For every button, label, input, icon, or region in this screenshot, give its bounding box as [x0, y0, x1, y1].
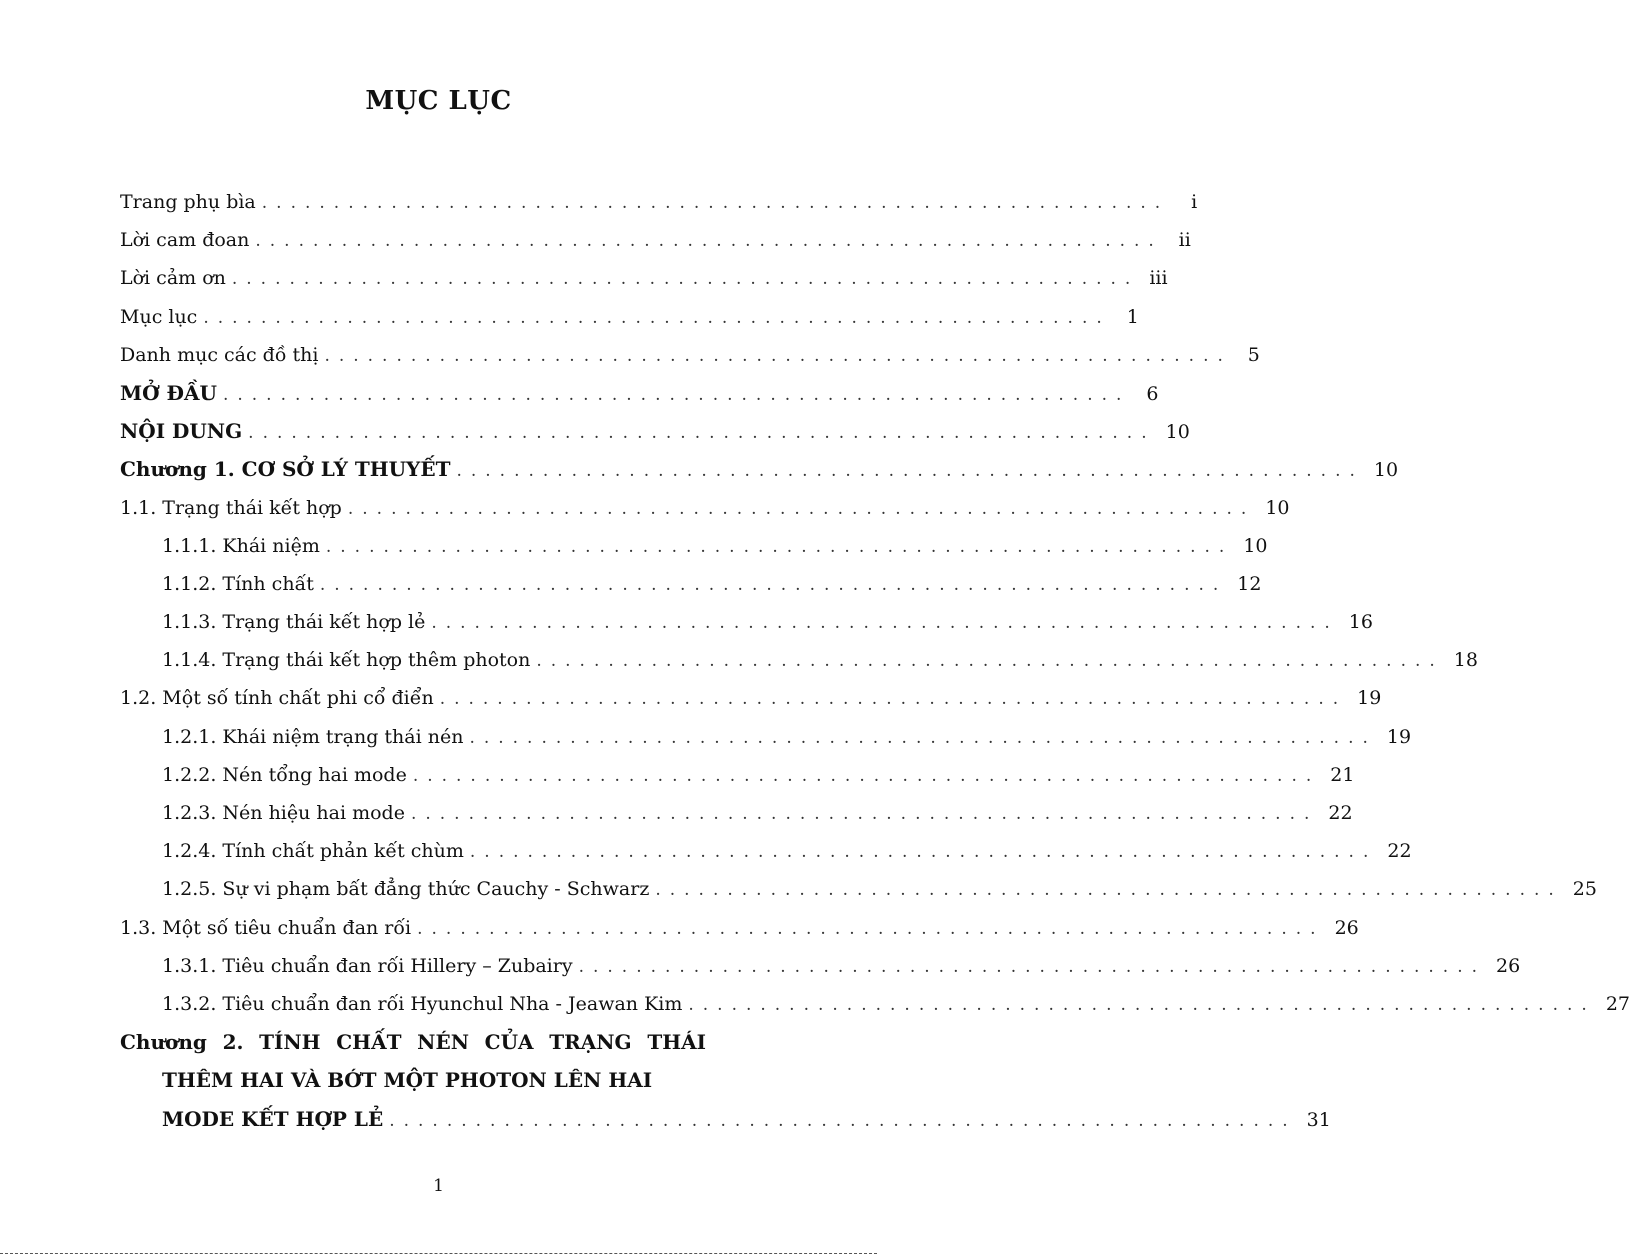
toc-entry-title: NỘI DUNG — [120, 419, 243, 444]
toc-entry-title: Mục lục — [120, 305, 198, 328]
toc-entry-title: 1.2.4. Tính chất phản kết chùm — [162, 840, 464, 863]
dot-leader: ............................................................... — [389, 1110, 1297, 1131]
toc-entry-title: 1.3.1. Tiêu chuẩn đan rối Hillery – Zubairy — [162, 954, 573, 977]
toc-entry[interactable] — [120, 756, 1355, 794]
toc-entry[interactable] — [120, 909, 1359, 947]
toc-entry-title: Danh mục các đồ thị — [120, 343, 319, 366]
toc-entry-page: 22 — [1328, 802, 1353, 824]
dot-leader: ............................................................... — [248, 423, 1156, 444]
dot-leader: ............................................................... — [261, 193, 1170, 213]
toc-entry-title: 1.2.3. Nén hiệu hai mode — [162, 802, 405, 824]
dot-leader: ............................................................... — [439, 689, 1348, 710]
toc-entry-title: 1.1.3. Trạng thái kết hợp lẻ — [162, 611, 426, 634]
toc-entry-page: 19 — [1357, 687, 1382, 710]
toc-entry-title: 1.1.2. Tính chất — [162, 572, 314, 595]
toc-entry-intro[interactable] — [120, 374, 1159, 412]
toc-entry-title: 1.2. Một số tính chất phi cổ điển — [120, 687, 434, 710]
toc-entry-chapter-1[interactable] — [120, 450, 1399, 488]
toc-entry-page: 19 — [1386, 725, 1412, 748]
toc-entry-title: Lời cam đoan — [120, 229, 250, 252]
dot-leader: ............................................................... — [688, 994, 1596, 1015]
toc-entry-page: i — [1191, 191, 1198, 213]
toc-entry-page: 10 — [1243, 534, 1268, 557]
toc-entry[interactable] — [120, 221, 1191, 259]
dot-leader: ............................................................... — [203, 307, 1111, 328]
toc-entry-title: 1.2.1. Khái niệm trạng thái nén — [162, 725, 464, 748]
toc-entry-page: 26 — [1334, 916, 1359, 939]
toc-entry-page: 12 — [1237, 572, 1262, 595]
toc-entry[interactable] — [120, 336, 1260, 374]
toc-entry[interactable] — [120, 870, 1597, 908]
dot-leader: ............................................................... — [469, 842, 1378, 863]
toc-entry[interactable] — [120, 489, 1290, 527]
toc-entry[interactable] — [120, 641, 1478, 679]
bottom-divider — [0, 1253, 877, 1254]
toc-entry-page: ii — [1178, 229, 1191, 252]
toc-entry[interactable] — [120, 527, 1268, 565]
toc-entry[interactable] — [120, 794, 1353, 832]
toc-entry[interactable] — [120, 832, 1412, 870]
toc-entry-page: 22 — [1387, 840, 1412, 863]
toc-entry-title: 1.3.2. Tiêu chuẩn đan rối Hyunchul Nha - Jeawan Kim — [162, 992, 683, 1015]
toc-entry[interactable] — [120, 985, 1630, 1023]
toc-entry[interactable] — [120, 565, 1262, 603]
toc-entry-page: 10 — [1373, 459, 1399, 482]
toc-entry-title: MỞ ĐẦU — [120, 380, 217, 405]
dot-leader: ............................................................... — [231, 269, 1140, 290]
dot-leader: ............................................................... — [319, 574, 1228, 595]
dot-leader: ............................................................... — [412, 765, 1321, 786]
page-title: MỤC LỤC — [365, 86, 512, 116]
toc-entry-page: 18 — [1453, 649, 1478, 672]
dot-leader: ............................................................... — [431, 613, 1339, 634]
dot-leader: ............................................................... — [325, 536, 1234, 557]
toc-entry[interactable] — [120, 947, 1521, 985]
dot-leader: ............................................................... — [255, 231, 1163, 252]
dot-leader: ............................................................... — [578, 956, 1487, 977]
toc-entry[interactable] — [120, 679, 1382, 717]
toc-entry-page: 10 — [1165, 421, 1190, 444]
dot-leader: ............................................................... — [655, 880, 1563, 901]
toc-entry[interactable] — [120, 603, 1373, 641]
toc-entry-page: 27 — [1605, 992, 1630, 1015]
toc-entry-title: Chương 1. CƠ SỞ LÝ THUYẾT — [120, 457, 451, 482]
table-of-contents — [120, 183, 1630, 1138]
toc-entry-title: 1.1. Trạng thái kết hợp — [120, 496, 342, 519]
chapter-2-title-line-2: THÊM HAI VÀ BỚT MỘT PHOTON LÊN HAI — [162, 1068, 653, 1093]
toc-entry-page: 21 — [1330, 763, 1355, 786]
toc-entry-title: 1.2.2. Nén tổng hai mode — [162, 763, 407, 786]
chapter-2-title-line-3 — [120, 1100, 1331, 1138]
dot-leader: ............................................................... — [324, 345, 1232, 366]
toc-entry-page: 10 — [1265, 496, 1290, 519]
toc-entry-title: MODE KẾT HỢP LẺ — [162, 1106, 384, 1131]
toc-entry-title: 1.1.1. Khái niệm — [162, 534, 320, 557]
toc-entry-page: 25 — [1572, 878, 1597, 901]
toc-entry[interactable] — [120, 183, 1198, 221]
toc-entry-page: 31 — [1306, 1108, 1331, 1131]
toc-entry-page: 1 — [1126, 305, 1139, 328]
chapter-2-title-line-1: Chương 2. TÍNH CHẤT NÉN CỦA TRẠNG THÁI — [120, 1030, 706, 1055]
toc-entry-title: Trang phụ bìa — [120, 191, 256, 213]
dot-leader: ............................................................... — [456, 461, 1364, 482]
dot-leader: ............................................................... — [469, 727, 1377, 748]
toc-entry-title: Lời cảm ơn — [120, 267, 226, 290]
toc-entry-page: 6 — [1146, 382, 1159, 405]
dot-leader: ............................................................... — [536, 651, 1444, 672]
dot-leader: ............................................................... — [347, 498, 1256, 519]
toc-entry-title: 1.2.5. Sự vi phạm bất đẳng thức Cauchy - Schwarz — [162, 878, 650, 901]
toc-entry[interactable] — [120, 718, 1412, 756]
toc-entry-page: 5 — [1247, 343, 1260, 366]
toc-entry[interactable] — [120, 298, 1139, 336]
toc-entry-title: 1.3. Một số tiêu chuẩn đan rối — [120, 916, 412, 939]
toc-entry-content[interactable] — [120, 412, 1190, 450]
toc-entry-page: 26 — [1496, 954, 1521, 977]
toc-entry-chapter-2[interactable] — [120, 1023, 1331, 1138]
toc-entry[interactable] — [120, 259, 1168, 297]
toc-entry-page: iii — [1149, 267, 1168, 290]
dot-leader: ............................................................... — [222, 384, 1131, 405]
dot-leader: ............................................................... — [417, 918, 1325, 939]
page-number: 1 — [433, 1176, 444, 1196]
dot-leader: ............................................................... — [410, 804, 1319, 824]
toc-entry-page: 16 — [1348, 611, 1373, 634]
toc-entry-title: 1.1.4. Trạng thái kết hợp thêm photon — [162, 649, 531, 672]
